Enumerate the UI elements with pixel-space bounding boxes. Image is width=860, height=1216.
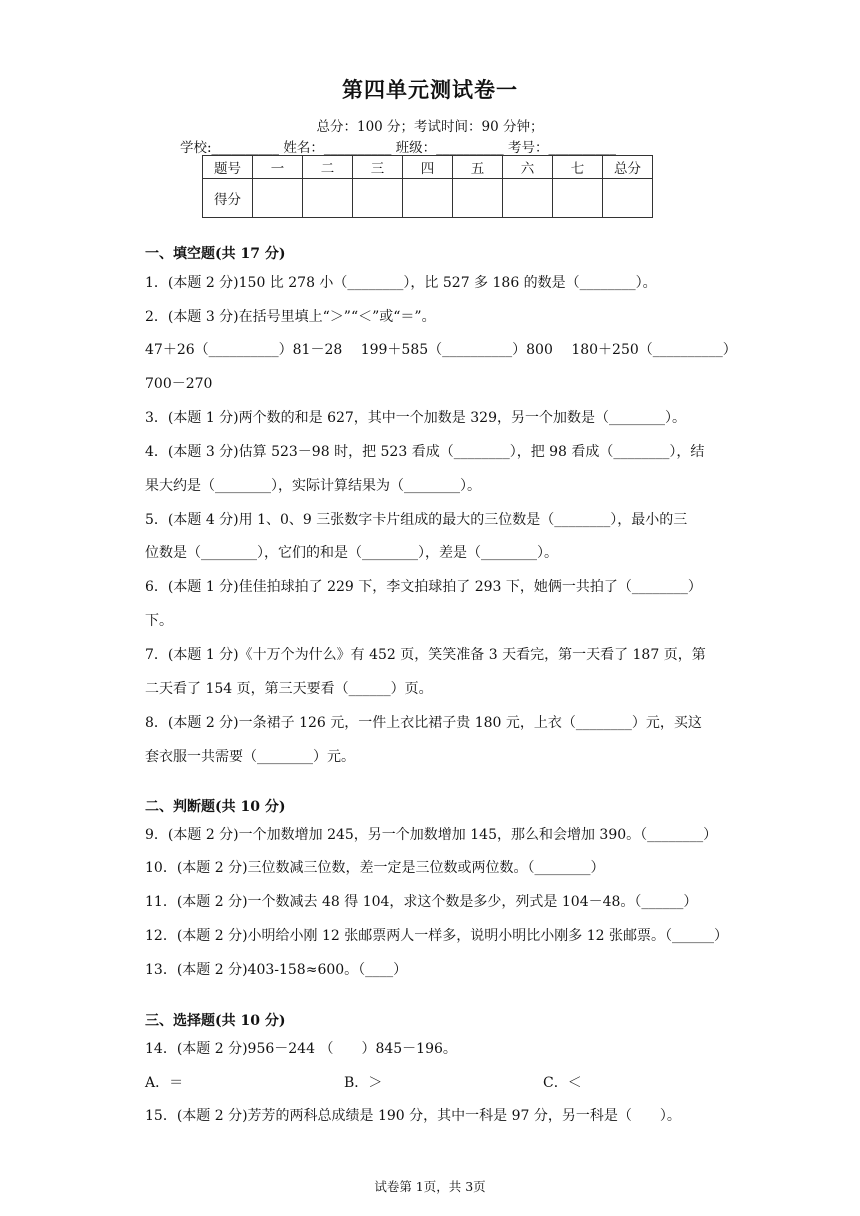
score-table <box>202 155 653 218</box>
number-field[interactable]: 考号：__________ <box>507 140 616 156</box>
student-info-line <box>180 136 616 156</box>
score-row-label: 得分 <box>203 179 253 218</box>
question-8-line-2: 套衣服一共需要（________）元。 <box>145 749 355 765</box>
question-7-line-1: 7．(本题 1 分)《十万个为什么》有 452 页，笑笑准备 3 天看完，第一天看了 187 页，第 <box>145 647 706 663</box>
question-7-line-2: 二天看了 154 页，第三天要看（______）页。 <box>145 681 433 697</box>
score-cell[interactable] <box>403 179 453 218</box>
question-1: 1．(本题 2 分)150 比 278 小（________），比 527 多 186 的数是（________）。 <box>145 275 657 291</box>
question-5-line-2: 位数是（________），它们的和是（________），差是（________）。 <box>145 545 558 561</box>
class-field[interactable]: 班级：__________ <box>395 140 504 156</box>
name-field[interactable]: 姓名：__________ <box>283 140 392 156</box>
score-cell[interactable] <box>503 179 553 218</box>
section-heading-fill-in: 一、填空题(共 17 分) <box>145 246 286 262</box>
school-field[interactable]: 学校:__________ <box>180 140 280 156</box>
score-cell[interactable] <box>603 179 653 218</box>
question-10: 10．(本题 2 分)三位数减三位数，差一定是三位数或两位数。（________） <box>145 860 605 876</box>
score-header-cell: 题号 <box>203 156 253 179</box>
score-header-cell: 七 <box>553 156 603 179</box>
question-11: 11．(本题 2 分)一个数减去 48 得 104，求这个数是多少，列式是 104－48。（______） <box>145 894 698 910</box>
score-table-header-row <box>203 156 653 179</box>
question-15: 15．(本题 2 分)芳芳的两科总成绩是 190 分，其中一科是 97 分，另一科是（ ）。 <box>145 1108 681 1124</box>
score-cell[interactable] <box>553 179 603 218</box>
score-header-cell: 四 <box>403 156 453 179</box>
question-9: 9．(本题 2 分)一个加数增加 245，另一个加数增加 145，那么和会增加 390。（________） <box>145 827 718 843</box>
question-6-line-1: 6．(本题 1 分)佳佳拍球拍了 229 下，李文拍球拍了 293 下，她俩一共拍了（________） <box>145 579 702 595</box>
question-12: 12．(本题 2 分)小明给小刚 12 张邮票两人一样多，说明小明比小刚多 12 张邮票。（______） <box>145 928 728 944</box>
score-header-cell: 三 <box>353 156 403 179</box>
question-2-items: 47＋26（__________）81－28 199＋585（__________）800 180＋250（__________） <box>145 342 737 358</box>
question-2-items-cont: 700－270 <box>145 376 213 392</box>
score-table-score-row <box>203 179 653 218</box>
question-8-line-1: 8．(本题 2 分)一条裙子 126 元，一件上衣比裙子贵 180 元，上衣（________）元，买这 <box>145 715 702 731</box>
section-heading-true-false: 二、判断题(共 10 分) <box>145 799 286 815</box>
question-4-line-1: 4．(本题 3 分)估算 523－98 时，把 523 看成（________），把 98 看成（________），结 <box>145 444 705 460</box>
question-4-line-2: 果大约是（________），实际计算结果为（________）。 <box>145 478 481 494</box>
option-c[interactable]: C．＜ <box>543 1075 582 1091</box>
exam-meta: 总分：100 分；考试时间：90 分钟； <box>316 119 544 135</box>
question-2: 2．(本题 3 分)在括号里填上“＞”“＜”或“＝”。 <box>145 309 436 325</box>
score-header-cell: 总分 <box>603 156 653 179</box>
score-header-cell: 五 <box>453 156 503 179</box>
question-3: 3．(本题 1 分)两个数的和是 627，其中一个加数是 329，另一个加数是（________）。 <box>145 410 686 426</box>
score-header-cell: 二 <box>303 156 353 179</box>
section-heading-multiple-choice: 三、选择题(共 10 分) <box>145 1013 286 1029</box>
question-5-line-1: 5．(本题 4 分)用 1、0、9 三张数字卡片组成的最大的三位数是（________），最小的三 <box>145 512 688 528</box>
score-cell[interactable] <box>303 179 353 218</box>
question-13: 13．(本题 2 分)403-158≈600。（____） <box>145 962 408 978</box>
option-a[interactable]: A．＝ <box>145 1075 184 1091</box>
question-6-line-2: 下。 <box>145 613 173 629</box>
question-14: 14．(本题 2 分)956－244 （ ）845－196。 <box>145 1041 457 1057</box>
score-header-cell: 六 <box>503 156 553 179</box>
score-cell[interactable] <box>253 179 303 218</box>
option-b[interactable]: B．＞ <box>344 1075 383 1091</box>
page-title: 第四单元测试卷一 <box>342 77 518 102</box>
score-cell[interactable] <box>453 179 503 218</box>
score-cell[interactable] <box>353 179 403 218</box>
score-header-cell: 一 <box>253 156 303 179</box>
page-footer: 试卷第 1页，共 3页 <box>374 1179 486 1194</box>
